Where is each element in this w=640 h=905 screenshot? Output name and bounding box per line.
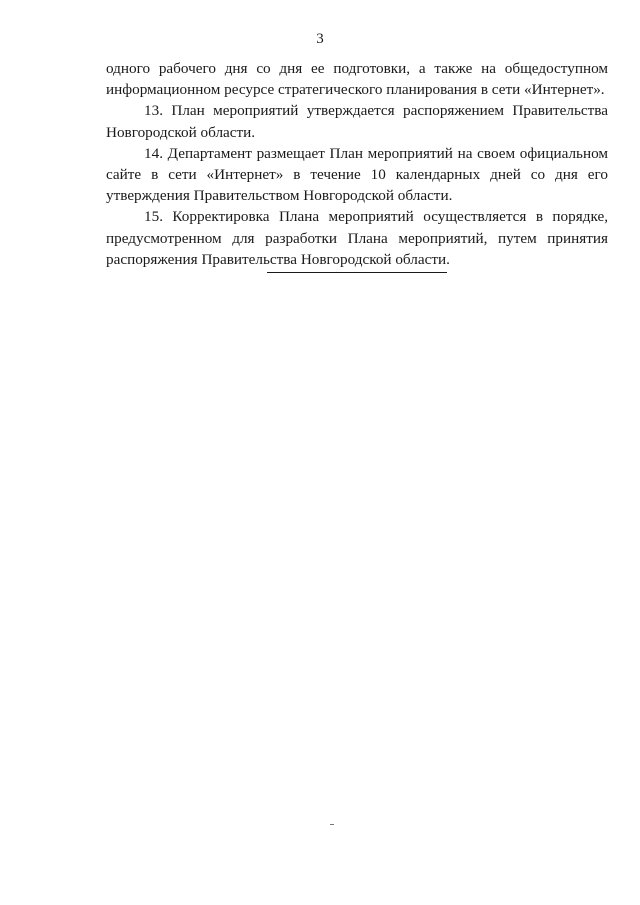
document-body <box>106 58 608 270</box>
paragraph-item-15: 15. Корректировка Плана мероприятий осуществляется в порядке, предусмотренном для разработки Плана мероприятий, путем принятия распоряжения Правительства Новгородской области. <box>106 208 608 268</box>
end-of-document-divider <box>267 272 447 273</box>
paragraph-item-14: 14. Департамент размещает План мероприятий на своем официальном сайте в сети «Интернет» в течение 10 календарных дней со дня его утверждения Правительством Новгородской области. <box>106 144 608 205</box>
paragraph-continuation: одного рабочего дня со дня ее подготовки, а также на общедоступном информационном ресурсе стратегического планирования в сети «Интернет». <box>106 60 608 99</box>
page-number: 3 <box>316 31 324 47</box>
scan-mark <box>330 824 334 825</box>
paragraph-item-13: 13. План мероприятий утверждается распоряжением Правительства Новгородской области. <box>106 102 608 141</box>
